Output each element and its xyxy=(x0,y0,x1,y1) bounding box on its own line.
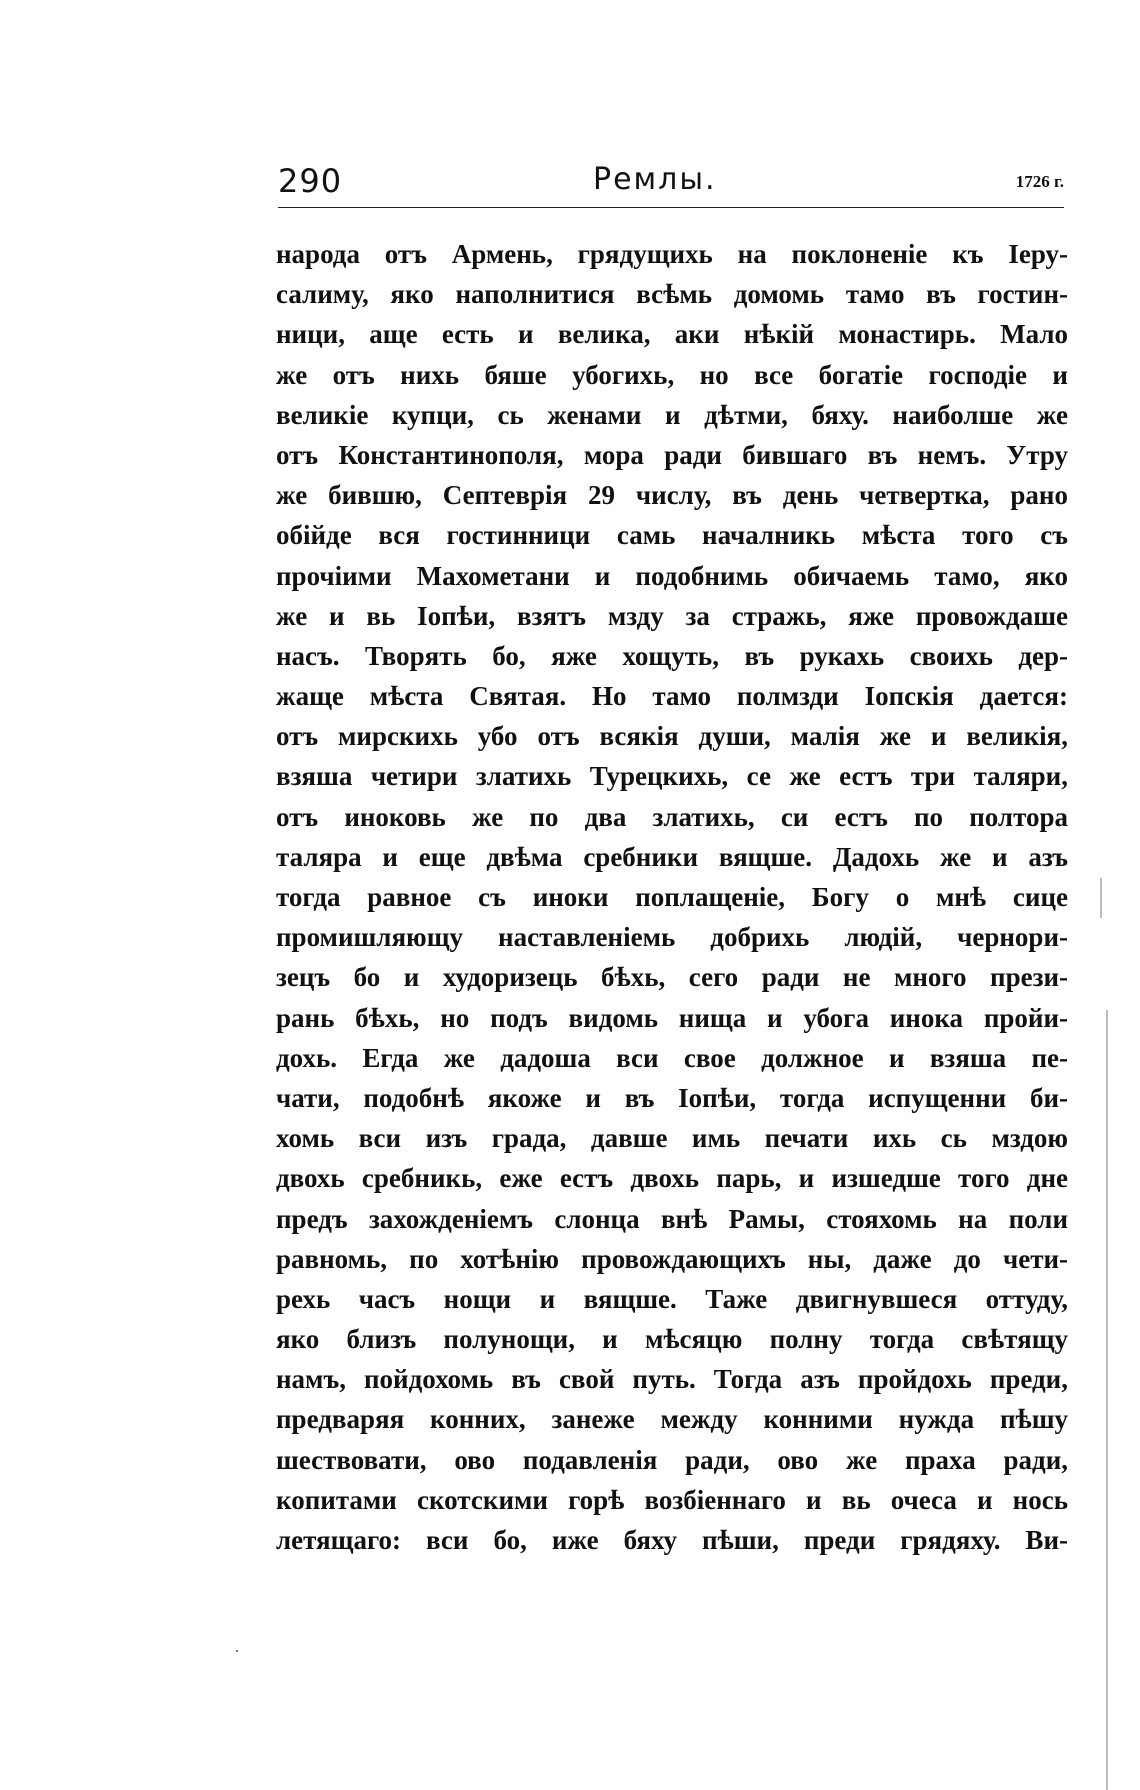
running-title: Ремлы. xyxy=(593,162,717,197)
text-line: прочіими Махометани и подобнимь обичаемь тамо, яко xyxy=(276,560,1068,591)
text-line: отъ мирскихь убо отъ всякія души, малія же и великія, xyxy=(276,721,1068,752)
text-line: шествовати, ово подавленія ради, ово же праха ради, xyxy=(276,1444,1068,1475)
text-line: двохь сребникь, еже естъ двохь парь, и изшедше того дне xyxy=(276,1163,1068,1194)
text-line: отъ иноковь же по два златихь, си естъ по полтора xyxy=(276,801,1068,832)
text-line: взяша четири златихь Турецкихь, се же естъ три таляри, xyxy=(276,761,1068,792)
text-line: яко близъ полунощи, и мѣсяцю полну тогда свѣтящу xyxy=(276,1324,1068,1355)
text-line: тогда равное съ иноки поплащеніе, Богу о мнѣ сице xyxy=(276,882,1068,912)
header-rule xyxy=(278,207,1064,208)
text-line: таляра и еще двѣма сребники вящше. Дадохь же и азъ xyxy=(276,841,1068,872)
text-line: равномь, по хотѣнію провождающихъ ны, даже до чети- xyxy=(276,1243,1068,1274)
text-line: зецъ бо и худоризець бѣхь, сего ради не много прези- xyxy=(276,962,1068,993)
year-marker: 1726 г. xyxy=(1015,172,1064,191)
text-line: намъ, пойдохомь въ свой путь. Тогда азъ пройдохь преди, xyxy=(276,1364,1068,1395)
page-edge-line xyxy=(1106,1010,1108,1790)
page-number: 290 xyxy=(278,162,343,200)
text-line: обійде вся гостинници самь началникь мѣста того съ xyxy=(276,520,1068,551)
text-line: же бившю, Септеврія 29 числу, въ день четвертка, рано xyxy=(276,480,1068,511)
text-line: предваряя конних, занеже между конними нужда пѣшу xyxy=(276,1404,1068,1435)
text-line: рехь часъ нощи и вящше. Таже двигнувшеся оттуду, xyxy=(276,1283,1068,1314)
text-line: чати, подобнѣ якоже и въ Іопѣи, тогда испущенни би- xyxy=(276,1082,1068,1113)
text-line: хомь вси изъ града, давше имь печати ихь сь мздою xyxy=(276,1123,1068,1154)
text-line: ници, аще есть и велика, аки нѣкій монастирь. Мало xyxy=(276,319,1068,350)
text-line: предъ захожденіемъ слонца внѣ Рамы, стояхомь на поли xyxy=(276,1203,1068,1234)
text-line: рань бѣхь, но подъ видомь нища и убога инока пройи- xyxy=(276,1002,1068,1033)
text-line: великіе купци, сь женами и дѣтми, бяху. наиболше же xyxy=(276,399,1068,430)
text-line: насъ. Творять бо, яже хощуть, въ рукахь своихь дер- xyxy=(276,640,1068,671)
text-line: копитами скотскими горѣ возбіеннаго и вь очеса и нось xyxy=(276,1484,1068,1515)
text-line: жаще мѣста Святая. Но тамо полмзди Іопскія дается: xyxy=(276,681,1068,712)
margin-mark xyxy=(1100,878,1102,918)
body-text xyxy=(276,234,1068,1560)
text-line: же и вь Іопѣи, взятъ мзду за стражь, яже провождаше xyxy=(276,600,1068,631)
text-line: отъ Константинополя, мора ради бившаго въ немъ. Утру xyxy=(276,439,1068,470)
text-line: промишляющу наставленіемь добрихь людій, чернори- xyxy=(276,922,1068,953)
text-line: дохь. Егда же дадоша вси свое должное и взяша пе- xyxy=(276,1042,1068,1073)
text-line: же отъ нихь бяше убогихь, но все богатіе господіе и xyxy=(276,359,1068,390)
scan-speck xyxy=(236,1650,238,1652)
text-line: летящаго: вси бо, иже бяху пѣши, преди грядяху. Ви- xyxy=(276,1525,1068,1555)
page-header xyxy=(278,158,1064,208)
text-line: салиму, яко наполнитися всѣмь домомь тамо въ гостин- xyxy=(276,279,1068,310)
text-line: народа отъ Армень, грядущихь на поклоненіе къ Іеру- xyxy=(276,239,1068,269)
